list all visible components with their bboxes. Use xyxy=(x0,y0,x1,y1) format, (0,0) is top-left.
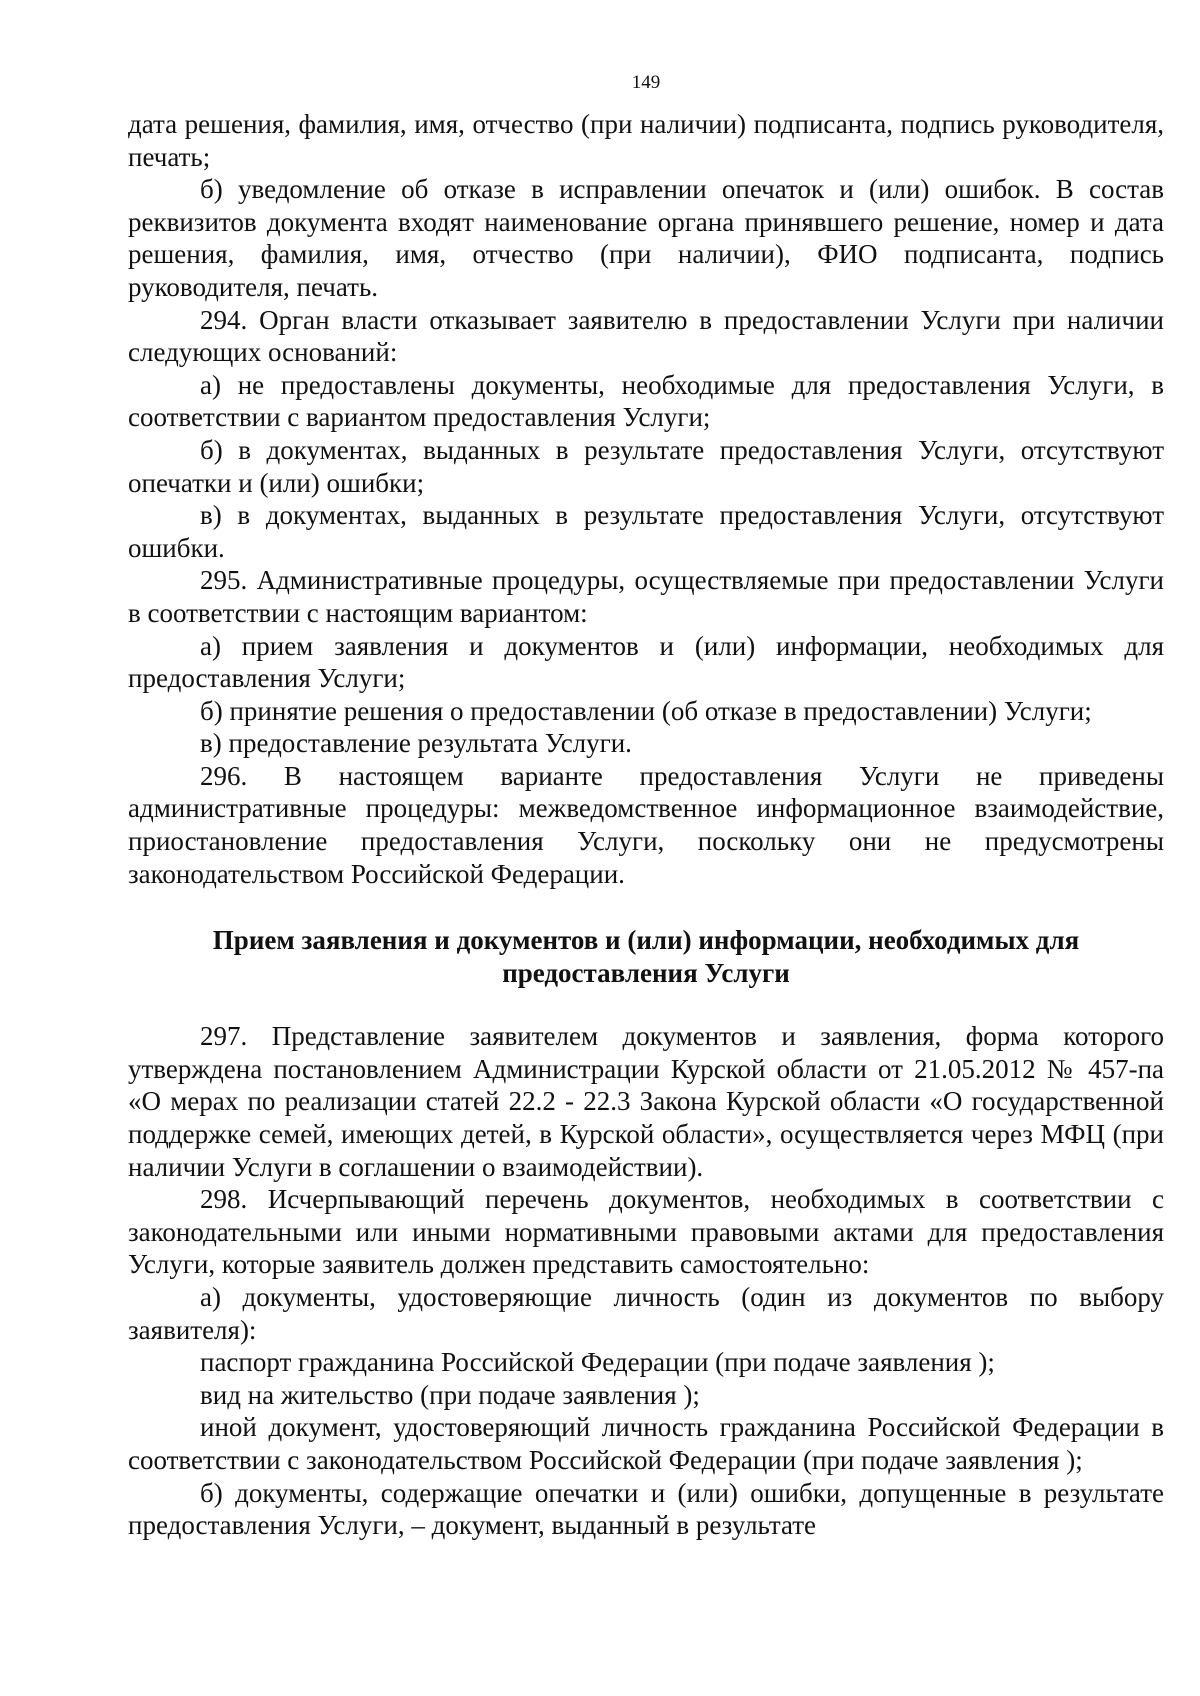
paragraph-signature-details: дата решения, фамилия, имя, отчество (при наличии) подписанта, подпись руководителя, печать; xyxy=(128,109,1164,172)
list-item-residence-permit: вид на жительство (при подаче заявления ); xyxy=(200,1379,700,1410)
list-item-passport: паспорт гражданина Российской Федерации (при подаче заявления ); xyxy=(200,1347,995,1378)
paragraph-298: 298. Исчерпывающий перечень документов, необходимых в соответствии с законодательными или иными нормативными правовыми актами для предоставления Услуги, которые заявитель должен представить самостоятельно: xyxy=(128,1184,1164,1280)
paragraph-294-v: в) в документах, выданных в результате предоставления Услуги, отсутствуют ошибки. xyxy=(128,500,1164,563)
page-number: 149 xyxy=(631,72,661,93)
document-page xyxy=(128,72,1164,1542)
paragraph-298-a: а) документы, удостоверяющие личность (один из документов по выбору заявителя): xyxy=(128,1282,1164,1345)
paragraph-295-b: б) принятие решения о предоставлении (об отказе в предоставлении) Услуги; xyxy=(200,695,1092,726)
paragraph-295-a: а) прием заявления и документов и (или) информации, необходимых для предоставления Услуги; xyxy=(128,630,1164,694)
paragraph-refusal-notice: б) уведомление об отказе в исправлении опечаток и (или) ошибок. В состав реквизитов документа входят наименование органа принявшего решение, номер и дата решения, фамилия, имя, отчество (при наличии), ФИО подписанта, подпись руководителя, печать. xyxy=(128,174,1164,302)
paragraph-294-b: б) в документах, выданных в результате предоставления Услуги, отсутствуют опечатки и (или) ошибки; xyxy=(128,434,1164,498)
section-heading-line-2: предоставления Услуги xyxy=(502,958,790,989)
paragraph-297: 297. Представление заявителем документов и заявления, форма которого утверждена постановлением Администрации Курской области от 21.05.2012 № 457-па «О мерах по реализации статей 22.2 - 22.3 Закона Курской области «О государственной поддержке семей, имеющих детей, в Курской области», осуществляется через МФЦ (при наличии Услуги в соглашении о взаимодействии). xyxy=(128,1021,1164,1182)
paragraph-295-v: в) предоставление результата Услуги. xyxy=(200,728,632,759)
list-item-other-id: иной документ, удостоверяющий личность гражданина Российской Федерации в соответствии с законодательством Российской Федерации (при подаче заявления ); xyxy=(128,1412,1164,1475)
paragraph-298-b: б) документы, содержащие опечатки и (или) ошибки, допущенные в результате предоставления Услуги, – документ, выданный в результате xyxy=(128,1477,1164,1541)
paragraph-295: 295. Административные процедуры, осуществляемые при предоставлении Услуги в соответствии с настоящим вариантом: xyxy=(128,565,1164,628)
section-heading xyxy=(148,924,1144,990)
paragraph-296: 296. В настоящем варианте предоставления Услуги не приведены административные процедуры: межведомственное информационное взаимодействие, приостановление предоставления Услуги, поскольку они не предусмотрены законодательством Российской Федерации. xyxy=(128,760,1164,889)
paragraph-294: 294. Орган власти отказывает заявителю в предоставлении Услуги при наличии следующих оснований: xyxy=(128,304,1164,368)
paragraph-294-a: а) не предоставлены документы, необходимые для предоставления Услуги, в соответствии с вариантом предоставления Услуги; xyxy=(128,369,1164,433)
section-heading-line-1: Прием заявления и документов и (или) информации, необходимых для xyxy=(212,925,1080,956)
